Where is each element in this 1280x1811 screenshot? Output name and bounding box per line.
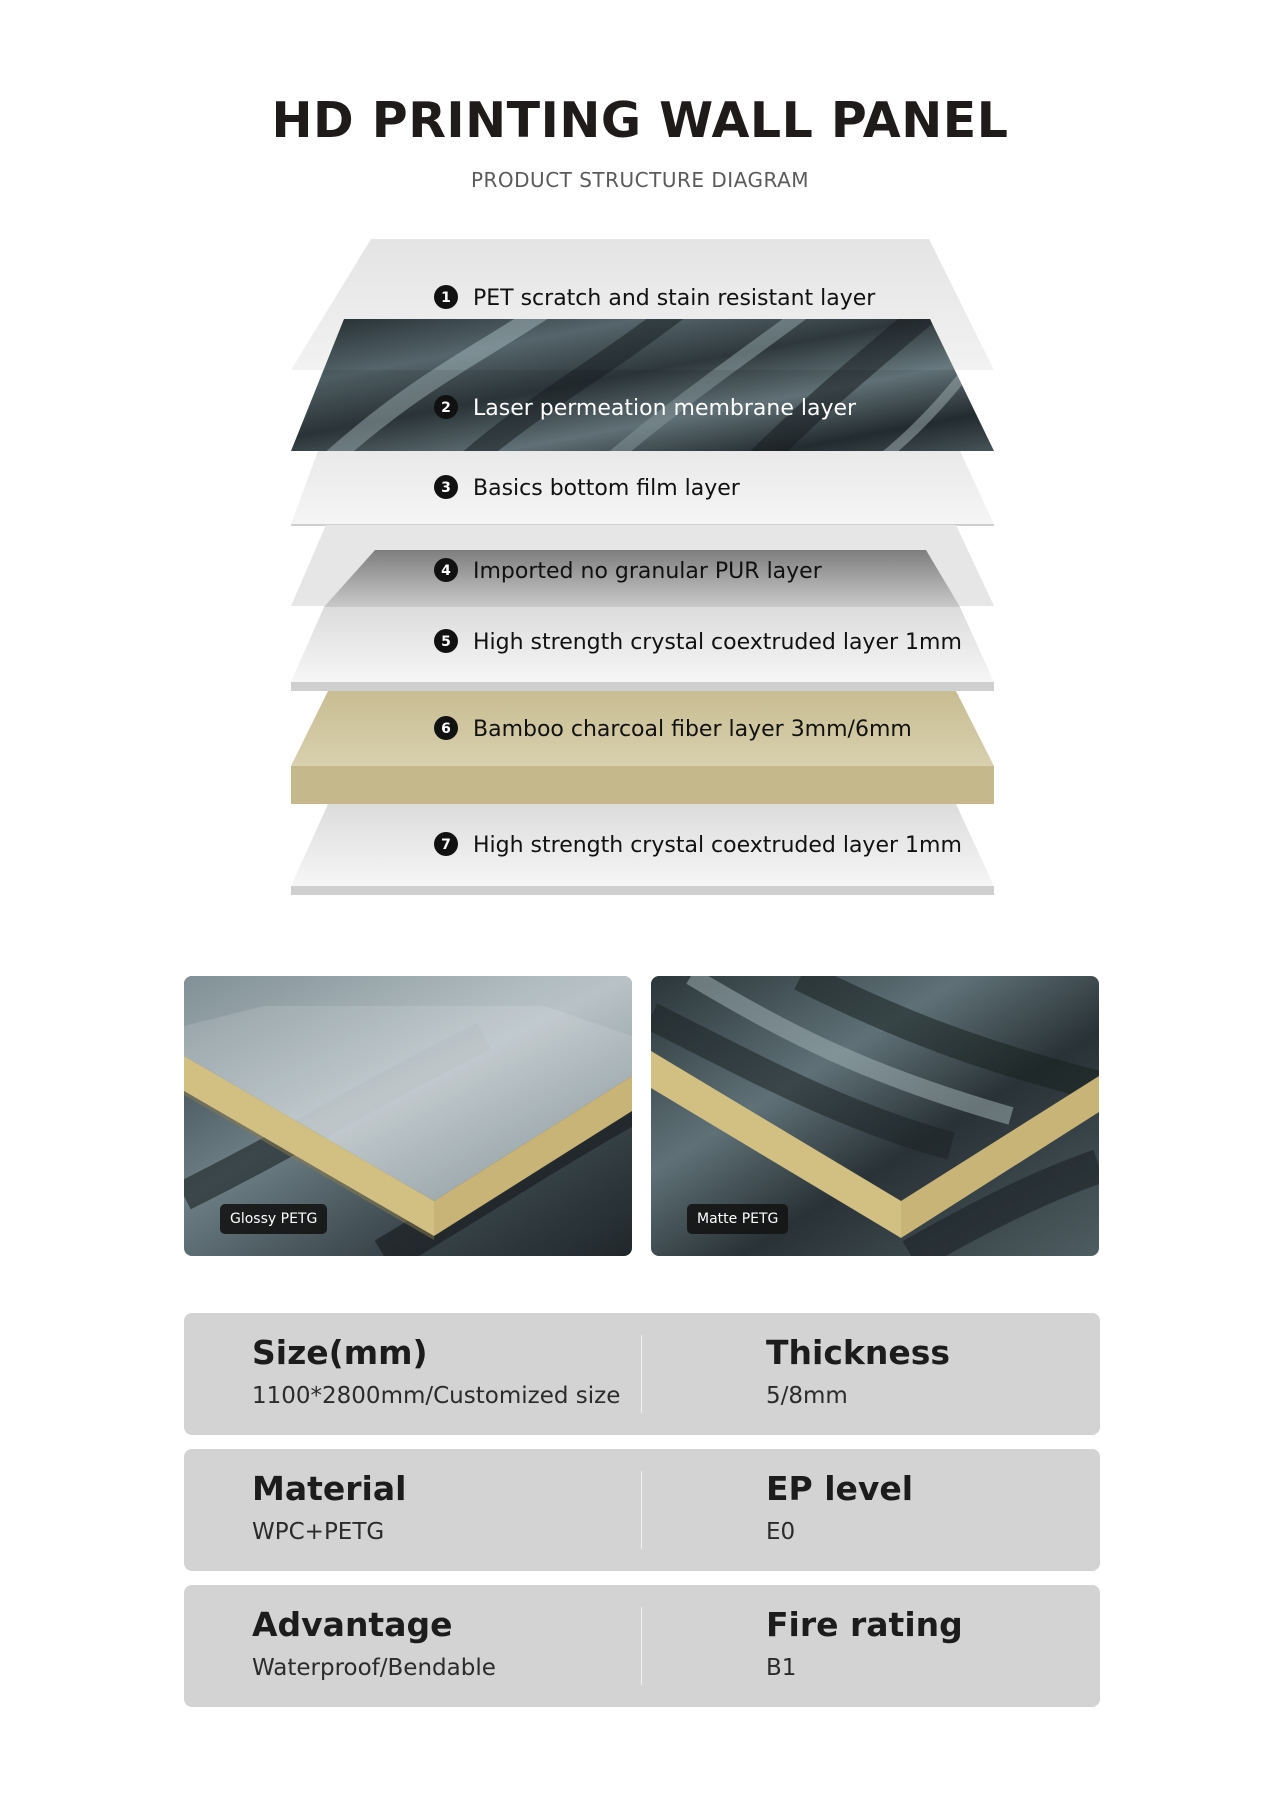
layer-7-label: [434, 832, 962, 858]
svg-text:7: 7: [441, 837, 451, 853]
spec-row-size-thickness: [184, 1313, 1100, 1435]
layer-3-label: [434, 475, 741, 501]
spec-size: [252, 1333, 620, 1410]
spec-advantage-label: Advantage: [252, 1605, 453, 1644]
svg-text:Imported no granular PUR layer: Imported no granular PUR layer: [473, 559, 822, 584]
spec-ep-level: [766, 1469, 913, 1546]
spec-ep-level-value: E0: [766, 1519, 796, 1545]
matte-petg-label: Matte PETG: [687, 1204, 788, 1234]
svg-text:Basics bottom film layer: Basics bottom film layer: [473, 476, 740, 501]
page-title: HD PRINTING WALL PANEL: [271, 92, 1009, 149]
spec-row-material-ep: [184, 1449, 1100, 1571]
spec-thickness-label: Thickness: [766, 1333, 950, 1372]
layer-6-label: [434, 716, 912, 742]
spec-fire-rating-value: B1: [766, 1655, 797, 1681]
layer-2-label: [434, 395, 857, 421]
svg-text:High strength crystal coextrud: High strength crystal coextruded layer 1mm: [473, 833, 962, 858]
layer-1-label: [434, 285, 876, 311]
svg-text:Laser permeation membrane laye: Laser permeation membrane layer: [473, 396, 857, 421]
spec-fire-rating-label: Fire rating: [766, 1605, 963, 1644]
spec-row-advantage-fire: [184, 1585, 1100, 1707]
svg-text:5: 5: [441, 634, 451, 650]
spec-material-value: WPC+PETG: [252, 1519, 385, 1545]
svg-text:Bamboo charcoal fiber layer 3m: Bamboo charcoal fiber layer 3mm/6mm: [473, 717, 912, 742]
svg-text:1: 1: [441, 290, 451, 306]
spec-fire-rating: [766, 1605, 963, 1682]
spec-material-label: Material: [252, 1469, 407, 1508]
glossy-petg-label: Glossy PETG: [220, 1204, 327, 1234]
matte-petg-sample: [651, 976, 1099, 1256]
spec-advantage-value: Waterproof/Bendable: [252, 1655, 496, 1681]
spec-advantage: [252, 1605, 496, 1682]
svg-text:4: 4: [441, 563, 451, 579]
svg-text:2: 2: [441, 400, 451, 416]
page-subtitle: PRODUCT STRUCTURE DIAGRAM: [470, 168, 810, 192]
spec-size-label: Size(mm): [252, 1333, 428, 1372]
spec-material: [252, 1469, 406, 1546]
svg-text:PET scratch and stain resistan: PET scratch and stain resistant layer: [473, 286, 876, 311]
svg-text:6: 6: [441, 721, 451, 737]
layer-5-label: [434, 629, 962, 655]
spec-divider: [641, 1607, 642, 1685]
svg-text:High strength crystal coextrud: High strength crystal coextruded layer 1mm: [473, 630, 962, 655]
spec-thickness: [766, 1333, 950, 1410]
spec-divider: [641, 1471, 642, 1549]
spec-size-value: 1100*2800mm/Customized size: [252, 1383, 621, 1409]
glossy-petg-sample: [184, 976, 632, 1256]
spec-thickness-value: 5/8mm: [766, 1383, 848, 1409]
layer-4-label: [434, 558, 823, 584]
spec-ep-level-label: EP level: [766, 1469, 914, 1508]
svg-text:3: 3: [441, 480, 451, 496]
spec-divider: [641, 1335, 642, 1413]
